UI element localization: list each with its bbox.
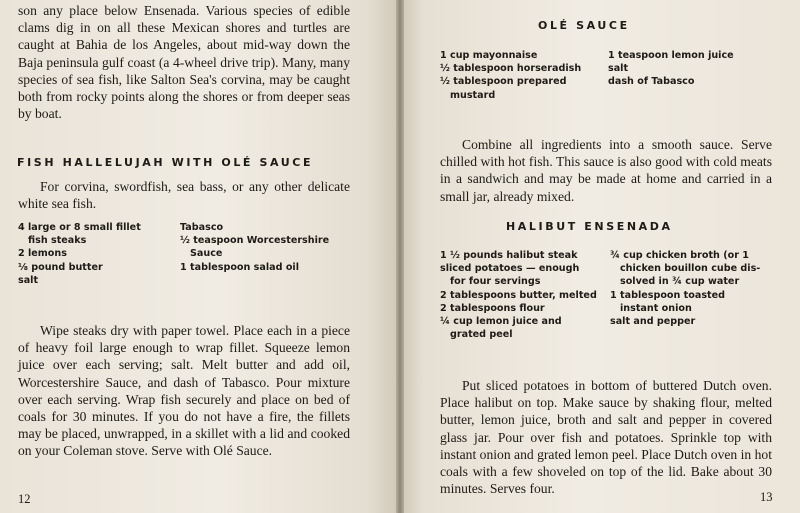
- ingredient: mustard: [450, 89, 496, 101]
- ingredient: 2 tablespoons butter, melted: [440, 289, 597, 301]
- ingredient: instant onion: [620, 302, 692, 314]
- ingredients-column-2: [180, 221, 360, 274]
- ingredient: fish steaks: [28, 235, 87, 247]
- ingredient: ⅛ pound butter: [18, 261, 103, 273]
- ingredient: ½ tablespoon horseradish: [440, 63, 582, 75]
- book-gutter: [396, 0, 404, 513]
- ingredient: 1 tablespoon salad oil: [180, 261, 299, 273]
- ingredients-column-1: [18, 221, 178, 287]
- recipe-title: FISH HALLELUJAH WITH OLÉ SAUCE: [17, 156, 314, 169]
- ingredient: 2 tablespoons flour: [440, 302, 545, 314]
- halibut-directions: Put sliced potatoes in bottom of buttered Dutch oven. Place halibut on top. Make sauce by shaking flour, melted butter, lemon juice, broth and salt and pepper in covered glass jar. Pour over fish and potatoes. Sprinkle top with instant onion and grated lemon peel. Place Dutch oven in hot coals with a few shoveled on top of the lid. Bake about 30 minutes. Serves four.: [440, 378, 772, 497]
- ingredient: ½ teaspoon Worcestershire: [180, 235, 330, 247]
- recipe-directions: Wipe steaks dry with paper towel. Place each in a piece of heavy foil large enough to wrap fillet. Squeeze lemon juice over each serving; salt. Melt butter and add oil, Worcestershire Sauce, and dash of Tabasco. Pour mixture over each serving. Wrap fish securely and place on bed of coals for 30 minutes. If you do not have a fire, the fillets may be placed, unwrapped, in a skillet with a lid and cooked on your Coleman stove. Serve with Olé Sauce.: [18, 323, 350, 459]
- right-page: [400, 0, 800, 513]
- halibut-ingredients-column-2: [610, 249, 780, 328]
- halibut-ingredients-column-1: [440, 249, 610, 341]
- sauce-ingredients-column-2: [608, 49, 778, 89]
- ingredient: salt: [18, 274, 39, 286]
- sauce-title: OLÉ SAUCE: [538, 19, 630, 32]
- page-number: 13: [760, 490, 773, 504]
- ingredient: Tabasco: [180, 222, 224, 233]
- ingredient: solved in ¾ cup water: [620, 276, 740, 288]
- ingredient: for four servings: [450, 276, 541, 288]
- page-number: 12: [18, 492, 31, 506]
- sauce-directions: Combine all ingredients into a smooth sauce. Serve chilled with hot fish. This sauce is also good with cold meats in a sandwich and may be made at home and carried in a small jar, already mixed.: [440, 137, 772, 204]
- ingredient: salt: [608, 63, 629, 75]
- ingredient: salt and pepper: [610, 316, 696, 328]
- intro-paragraph: son any place below Ensenada. Various species of edible clams dig in on all these Mexican shores and turtles are caught at Bahia de los Angeles, about mid-way down the Baja peninsula gulf coast (a 4-wheel drive trip). Many, many species of sea fish, like Salton Sea's corvina, may be caught both from rocky points along the shores or from deeper seas by boat.: [18, 3, 350, 122]
- ingredient: 2 lemons: [18, 248, 67, 260]
- ingredient: 1 ½ pounds halibut steak: [440, 250, 578, 261]
- ingredient: 1 tablespoon toasted: [610, 289, 725, 301]
- ingredient: Sauce: [190, 248, 223, 260]
- ingredient: 1 teaspoon lemon juice: [608, 50, 734, 61]
- ingredient: ½ tablespoon prepared: [440, 76, 567, 88]
- ingredient: dash of Tabasco: [608, 76, 695, 88]
- ingredient: sliced potatoes — enough: [440, 263, 580, 275]
- ingredient: 4 large or 8 small fillet: [18, 222, 141, 233]
- halibut-title: HALIBUT ENSENADA: [506, 220, 673, 233]
- ingredient: 1 cup mayonnaise: [440, 50, 538, 61]
- recipe-intro: For corvina, swordfish, sea bass, or any other delicate white sea fish.: [18, 179, 350, 212]
- ingredient: grated peel: [450, 329, 513, 341]
- ingredient: ¼ cup lemon juice and: [440, 316, 562, 328]
- sauce-ingredients-column-1: [440, 49, 605, 102]
- ingredient: ¾ cup chicken broth (or 1: [610, 250, 749, 261]
- ingredient: chicken bouillon cube dis-: [620, 263, 761, 275]
